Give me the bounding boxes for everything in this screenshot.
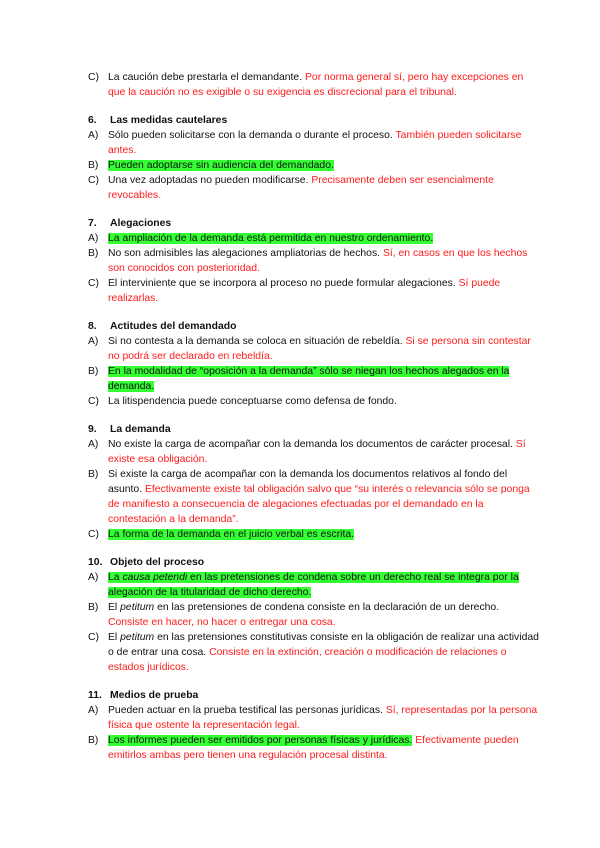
option-text: No son admisibles las alegaciones ampliatorias de hechos. bbox=[108, 248, 383, 259]
option-letter: C) bbox=[88, 278, 99, 289]
option-letter: A) bbox=[88, 336, 99, 347]
answer-option bbox=[88, 600, 540, 630]
question-title bbox=[88, 216, 540, 231]
answer-option bbox=[88, 173, 540, 203]
option-text: El interviniente que se incorpora al proceso no puede formular alegaciones. bbox=[108, 278, 459, 289]
question-title bbox=[88, 319, 540, 334]
answer-note: Sí, en casos en que los hechos son conocidos con posterioridad. bbox=[108, 248, 528, 274]
answer-option bbox=[88, 467, 540, 527]
question-title-text: Objeto del proceso bbox=[110, 557, 205, 568]
option-letter: B) bbox=[88, 735, 99, 746]
option-letter: C) bbox=[88, 175, 99, 186]
question-title bbox=[88, 113, 540, 128]
question-block bbox=[88, 422, 540, 542]
answer-option bbox=[88, 437, 540, 467]
option-letter: A) bbox=[88, 439, 99, 450]
answer-option bbox=[88, 70, 540, 100]
answer-note: Sí puede realizarlas. bbox=[108, 278, 501, 304]
question-title-text: Las medidas cautelares bbox=[110, 115, 228, 126]
question-title-text: La demanda bbox=[110, 424, 171, 435]
answer-option bbox=[88, 128, 540, 158]
answer-option bbox=[88, 703, 540, 733]
option-letter: B) bbox=[88, 602, 99, 613]
option-letter: B) bbox=[88, 248, 99, 259]
option-letter: B) bbox=[88, 160, 99, 171]
option-text: Si no contesta a la demanda se coloca en situación de rebeldía. bbox=[108, 336, 406, 347]
option-letter: A) bbox=[88, 705, 99, 716]
question-title bbox=[88, 555, 540, 570]
correct-answer-text: Los informes pueden ser emitidos por personas físicas y jurídicas. bbox=[108, 735, 413, 746]
option-letter: A) bbox=[88, 233, 99, 244]
option-text: en las pretensiones de condena consiste en la declaración de un derecho. bbox=[154, 602, 500, 613]
correct-answer-text: La ampliación de la demanda está permitida en nuestro ordenamiento. bbox=[108, 233, 434, 244]
answer-option bbox=[88, 246, 540, 276]
option-text: Pueden actuar en la prueba testifical las personas jurídicas. bbox=[108, 705, 386, 716]
option-letter: A) bbox=[88, 572, 99, 583]
option-letter: B) bbox=[88, 366, 99, 377]
option-text: La litispendencia puede conceptuarse como defensa de fondo. bbox=[108, 396, 397, 407]
answer-note: Sí existe esa obligación. bbox=[108, 439, 526, 465]
answer-option bbox=[88, 394, 540, 409]
question-number: 6. bbox=[88, 115, 97, 126]
option-letter: C) bbox=[88, 72, 99, 83]
answer-option bbox=[88, 527, 540, 542]
option-text: Una vez adoptadas no pueden modificarse. bbox=[108, 175, 312, 186]
answer-option bbox=[88, 733, 540, 763]
question-number: 7. bbox=[88, 218, 97, 229]
question-number: 8. bbox=[88, 321, 97, 332]
question-title bbox=[88, 688, 540, 703]
correct-answer-text: en las pretensiones de condena sobre un derecho real se integra por la alegación de la titularidad de dicho derecho. bbox=[108, 572, 519, 598]
option-text: petitum bbox=[120, 602, 155, 613]
answer-note: También pueden solicitarse antes. bbox=[108, 130, 522, 156]
question-number: 11. bbox=[88, 690, 102, 701]
question-number: 9. bbox=[88, 424, 97, 435]
answer-note: Consiste en la extinción, creación o modificación de relaciones o estados jurídicos. bbox=[108, 647, 507, 673]
question-block bbox=[88, 113, 540, 203]
answer-option bbox=[88, 334, 540, 364]
answer-option bbox=[88, 158, 540, 173]
question-block bbox=[88, 555, 540, 675]
answer-note: Efectivamente existe tal obligación salvo que “su interés o relevancia sólo se ponga de manifiesto a consecuencia de alegaciones efectuadas por el demandado en la contestación a la demanda”. bbox=[108, 484, 530, 525]
option-letter: B) bbox=[88, 469, 99, 480]
option-letter: C) bbox=[88, 632, 99, 643]
answer-note: Si se persona sin contestar no podrá ser declarado en rebeldía. bbox=[108, 336, 531, 362]
answer-option bbox=[88, 630, 540, 675]
question-title-text: Alegaciones bbox=[110, 218, 172, 229]
correct-answer-text: En la modalidad de “oposición a la demanda” sólo se niegan los hechos alegados en la demanda. bbox=[108, 366, 510, 392]
answer-option bbox=[88, 276, 540, 306]
question-title-text: Medios de prueba bbox=[110, 690, 199, 701]
option-text: en las pretensiones constitutivas consiste en la obligación de realizar una actividad o de entrar una cosa. bbox=[108, 632, 539, 658]
correct-answer-text: causa petendi bbox=[122, 572, 188, 583]
answer-note: Efectivamente pueden emitirlos ambas pero tienen una regulación procesal distinta. bbox=[108, 735, 519, 761]
option-letter: C) bbox=[88, 529, 99, 540]
correct-answer-text: La forma de la demanda en el juicio verbal es escrita. bbox=[108, 529, 355, 540]
option-text: El bbox=[108, 602, 121, 613]
question-block bbox=[88, 70, 540, 100]
answer-note: Sí, representadas por la persona física que ostente la representación legal. bbox=[108, 705, 538, 731]
option-text: El bbox=[108, 632, 121, 643]
answer-note: Consiste en hacer, no hacer o entregar una cosa. bbox=[108, 617, 336, 628]
option-text: La caución debe prestarla el demandante. bbox=[108, 72, 305, 83]
option-text: No existe la carga de acompañar con la demanda los documentos de carácter procesal. bbox=[108, 439, 516, 450]
answer-option bbox=[88, 364, 540, 394]
question-title-text: Actitudes del demandado bbox=[110, 321, 237, 332]
answer-note: Precisamente deben ser esencialmente revocables. bbox=[108, 175, 494, 201]
answer-option bbox=[88, 570, 540, 600]
option-letter: A) bbox=[88, 130, 99, 141]
question-block bbox=[88, 319, 540, 409]
option-letter: C) bbox=[88, 396, 99, 407]
question-block bbox=[88, 216, 540, 306]
correct-answer-text: La bbox=[108, 572, 123, 583]
answer-option bbox=[88, 231, 540, 246]
option-text: Si existe la carga de acompañar con la demanda los documentos relativos al fondo del asunto. bbox=[108, 469, 508, 495]
question-title bbox=[88, 422, 540, 437]
correct-answer-text: Pueden adoptarse sin audiencia del demandado. bbox=[108, 160, 334, 171]
answer-note: Por norma general sí, pero hay excepciones en que la caución no es exigible o su exigencia es discrecional para el tribunal. bbox=[108, 72, 524, 98]
question-block bbox=[88, 688, 540, 763]
question-number: 10. bbox=[88, 557, 103, 568]
option-text: Sólo pueden solicitarse con la demanda o durante el proceso. bbox=[108, 130, 396, 141]
option-text: petitum bbox=[120, 632, 155, 643]
